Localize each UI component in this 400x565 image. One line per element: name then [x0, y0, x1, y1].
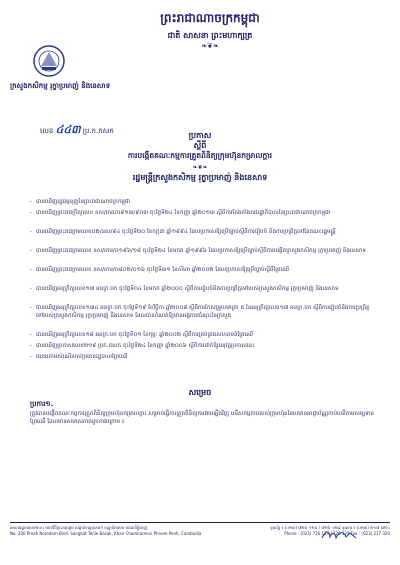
footer-contact [215, 525, 390, 537]
kingdom-heading: ព្រះរាជាណាចក្រកម្ពុជា [160, 11, 260, 25]
document-subject: ការបង្កើតគណៈកម្មការត្រួតពិនិត្យក្រុមហ៊ុនកម្រាលក្ដារ [127, 151, 273, 160]
legal-basis-item: - បានឃើញព្រះរាជក្រមលេខ នស/រកម/០៨០២/០១៦ ចុះថ្ងៃទី៣១ ខែសីហា ឆ្នាំ២០០២ ដែលប្រកាសឱ្យប្រើច្បាប់ស្ដីពីព្រៃឈើ [30, 266, 375, 282]
legal-basis-item: - បានឃើញព្រះរាជក្រមលេខ នស/រកម/០១៩៦/១៨ ចុះថ្ងៃទី២៤ ខែមករា ឆ្នាំ១៩៩៦ ដែលប្រកាសឱ្យប្រើច្បាប់ស្ដីពីការបង្កើតក្រសួងកសិកម្ម រុក្ខាប្រមាញ់ និងនេសាទ [30, 247, 375, 263]
national-motto: ជាតិ សាសនា ព្រះមហាក្សត្រ [167, 31, 253, 40]
legal-basis-item: - យោងតាមសំណើរបស់ប្រធានរដ្ឋបាលព្រៃឈើ [30, 353, 375, 361]
ministry-seal-icon [32, 44, 66, 78]
number-suffix: ប្រ.ក.កសក [82, 127, 114, 135]
legal-basis-item: - បានឃើញព្រះរាជក្រមលេខ០២/នស/៩៤ ចុះថ្ងៃទី២០ ខែកក្កដា ឆ្នាំ១៩៩៤ ដែលប្រកាសឱ្យប្រើច្បាប់ស្ដីពីការរៀបចំ និងការប្រព្រឹត្តទៅនៃគណៈរដ្ឋមន្ត្រី [30, 228, 375, 244]
footer-contact-english: Phone : (023) 726 129 / 726 129 Fax : (023) 217 320 [284, 531, 390, 536]
legal-basis-item: - បានឃើញរដ្ឋធម្មនុញ្ញនៃព្រះរាជាណាចក្រកម្ពុជា [30, 198, 375, 206]
number-prefix: លេខ [40, 127, 54, 135]
header-ornament: ❧❦❧ [201, 42, 219, 50]
document-type: ប្រកាស [188, 131, 212, 140]
legal-basis-item: - បានឃើញអនុក្រឹត្យលេខ១៣៤ អនក្រ.បក ចុះថ្ងៃទី១៩ ខែវិច្ឆិកា ឆ្នាំ២០០៨ ស្ដីពីការកែសម្រួលមាត្រា ៥ នៃអនុក្រឹត្យលេខ១៧ អនក្រ.បក ស្ដីពីការរៀបចំនិងការប្រព្រឹត្តទៅរបស់ក្រសួងកសិកម្ម រុក្ខាប្រមាញ់ និងនេសាទ ដែលបានកំណត់ឱ្យមានអង្គភាពចំណុះនៃក្រសួង [30, 304, 375, 328]
legal-basis-item: - បានឃើញអនុក្រឹត្យលេខ១៧ អនក្រ.បក ចុះថ្ងៃទី០៤ ខែមករា ឆ្នាំ២០០០ ស្ដីពីការរៀបចំនិងការប្រព្រឹត្តទៅរបស់ក្រសួងកសិកម្ម រុក្ខាប្រមាញ់ និងនេសាទ [30, 285, 375, 301]
footer-contact-khmer: ទូរស័ព្ទ ៖ (០២៣) ៧២៦ ១២៩ / ៧២៦ ១២៩ ទូរសារ ៖ (០២៣) ២១៧ ៣២០ [270, 525, 390, 530]
handwritten-number: ៤៤៣ [55, 123, 81, 136]
footer-address [10, 525, 210, 537]
article-1-text: ត្រូវបានបង្កើតគណៈកម្មការត្រួតពិនិត្យក្រុមហ៊ុនកម្រាលក្ដារ សម្រាប់ធ្វើការត្រួតពិនិត្យការងារឡើងវិញ លើសកម្មភាពរបស់ក្រុមហ៊ុនដែលមានអាជ្ញាប័ណ្ណកាប់ឈើតាមសម្បទានព្រៃឈើ ដែលមានសមាសភាពដូចខាងក្រោម ៖ [30, 411, 374, 425]
legal-basis-item: - បានឃើញព្រះរាជក្រឹត្យលេខ នស/រកត/០៩១៣/៩០៣ ចុះថ្ងៃទី២៤ ខែកញ្ញា ឆ្នាំ២០១៣ ស្ដីពីការតែងតាំងរាជរដ្ឋាភិបាលនៃព្រះរាជាណាចក្រកម្ពុជា [30, 209, 375, 225]
about-label: ស្តីពី [193, 141, 207, 150]
article-1-heading: ប្រការ១. [30, 400, 54, 408]
footer-divider [10, 522, 390, 523]
legal-basis-item: - បានឃើញអនុក្រឹត្យលេខ១៨ អនក្រ.បក ចុះថ្ងៃទី០១ ខែកុម្ភៈ ឆ្នាំ២០០២ ស្ដីពីការគ្រប់គ្រងសហគមន៍ព្រៃឈើ [30, 331, 375, 339]
minister-title: រដ្ឋមន្ត្រីក្រសួងកសិកម្ម រុក្ខាប្រមាញ់ និងនេសាទ [132, 173, 268, 182]
handwritten-initials-icon [320, 528, 360, 542]
subject-ornament: ❧❦❧ [192, 164, 208, 171]
footer-address-english: No. 200 Preah Norodom Blvd. Sangkat Tonle Basak, Khan Chamkarmon Phnom Penh, Cambodia [10, 531, 202, 536]
legal-basis-list [30, 198, 375, 364]
ministry-name: ក្រសួងកសិកម្ម រុក្ខាប្រមាញ់ និងនេសាទ [10, 82, 111, 90]
document-number [40, 123, 180, 139]
decision-heading: សម្រេច [188, 388, 212, 397]
footer-address-khmer: អាសយដ្ឋានលេខ២០០ មហាវិថីព្រះនរោត្តម សង្កាត់ទន្លេបាសាក់ ខណ្ឌចំការមន រាជធានីភ្នំពេញ [10, 525, 148, 530]
legal-basis-item: - បានឃើញប្រកាសលេខ២១៩ ប្រក.កសក ចុះថ្ងៃទី២៤ ខែកញ្ញា ឆ្នាំ២០០៦ ស្ដីពីការដាក់ឱ្យអនុវត្តប្រកាសនេះ [30, 342, 375, 350]
